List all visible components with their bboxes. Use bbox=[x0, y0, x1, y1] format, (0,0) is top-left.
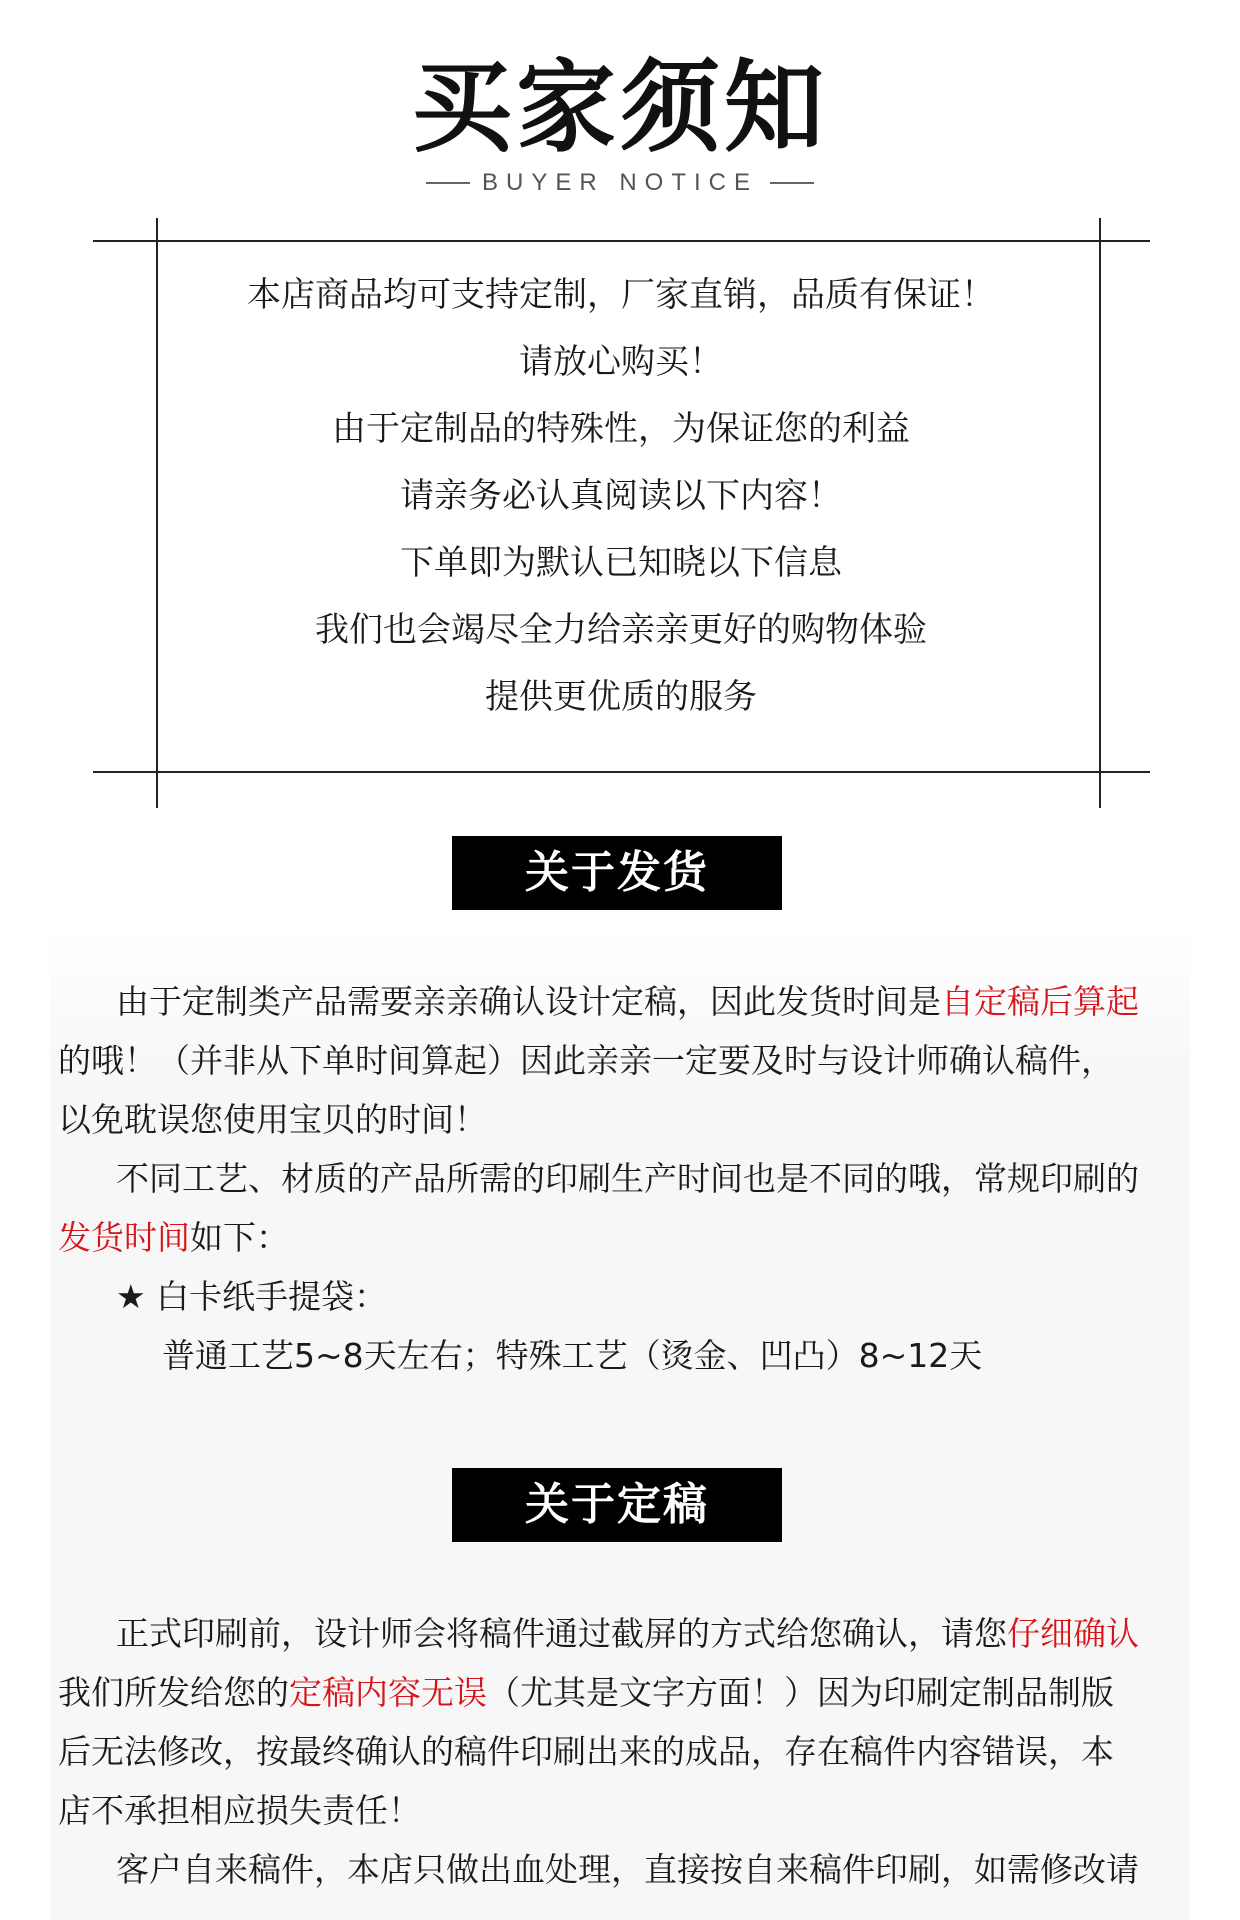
shipping-p2-highlight: 发货时间 bbox=[58, 1218, 190, 1257]
shipping-p2-line2 bbox=[58, 1208, 1186, 1267]
notice-line: 提供更优质的服务 bbox=[485, 677, 757, 717]
shipping-p2-text: 如下： bbox=[190, 1218, 289, 1257]
frame-bottom-rule bbox=[93, 771, 1150, 773]
notice-line: 请放心购买！ bbox=[519, 342, 723, 382]
shipping-p2-line1: 不同工艺、材质的产品所需的印刷生产时间也是不同的哦，常规印刷的 bbox=[116, 1159, 1139, 1198]
proof-p1-highlight: 仔细确认 bbox=[1007, 1614, 1139, 1653]
shipping-item-detail: 普通工艺5~8天左右；特殊工艺（烫金、凹凸）8~12天 bbox=[162, 1336, 983, 1375]
notice-block bbox=[156, 262, 1086, 731]
proof-p1-line1 bbox=[58, 1604, 1186, 1663]
shipping-item-label: ★ 白卡纸手提袋： bbox=[116, 1277, 388, 1316]
shipping-p1-text: 由于定制类产品需要亲亲确认设计定稿，因此发货时间是 bbox=[116, 982, 941, 1021]
shipping-section bbox=[58, 972, 1186, 1385]
proof-p1-line4: 店不承担相应损失责任！ bbox=[58, 1791, 421, 1830]
proof-p1-text: 正式印刷前，设计师会将稿件通过截屏的方式给您确认，请您 bbox=[116, 1614, 1007, 1653]
shipping-p1-line3: 以免耽误您使用宝贝的时间！ bbox=[58, 1100, 487, 1139]
proof-p1-line2 bbox=[58, 1663, 1186, 1722]
shipping-p1-highlight: 自定稿后算起 bbox=[941, 982, 1139, 1021]
subtitle-left-rule bbox=[426, 182, 470, 184]
frame-top-rule bbox=[93, 240, 1150, 242]
page-title: 买家须知 bbox=[412, 49, 828, 166]
notice-line: 下单即为默认已知晓以下信息 bbox=[400, 543, 842, 583]
notice-line: 我们也会竭尽全力给亲亲更好的购物体验 bbox=[315, 610, 927, 650]
shipping-p1-line1 bbox=[58, 972, 1186, 1031]
proof-heading: 关于定稿 bbox=[452, 1468, 782, 1542]
proof-section bbox=[58, 1604, 1186, 1899]
subtitle-right-rule bbox=[770, 182, 814, 184]
proof-p1-highlight2: 定稿内容无误 bbox=[289, 1673, 487, 1712]
shipping-heading: 关于发货 bbox=[452, 836, 782, 910]
subtitle-row bbox=[0, 168, 1240, 198]
proof-p1-line3: 后无法修改，按最终确认的稿件印刷出来的成品，存在稿件内容错误，本 bbox=[58, 1732, 1114, 1771]
page-subtitle: BUYER NOTICE bbox=[481, 169, 759, 196]
proof-p2-line1: 客户自来稿件，本店只做出血处理，直接按自来稿件印刷，如需修改请 bbox=[116, 1850, 1139, 1889]
proof-p1-text3: （尤其是文字方面！）因为印刷定制品制版 bbox=[487, 1673, 1114, 1712]
shipping-p1-line2: 的哦！（并非从下单时间算起）因此亲亲一定要及时与设计师确认稿件， bbox=[58, 1041, 1114, 1080]
notice-line: 由于定制品的特殊性，为保证您的利益 bbox=[332, 409, 910, 449]
frame-right-rule bbox=[1099, 218, 1101, 808]
proof-p1-text2: 我们所发给您的 bbox=[58, 1673, 289, 1712]
notice-line: 本店商品均可支持定制，厂家直销，品质有保证！ bbox=[247, 275, 995, 315]
notice-line: 请亲务必认真阅读以下内容！ bbox=[400, 476, 842, 516]
